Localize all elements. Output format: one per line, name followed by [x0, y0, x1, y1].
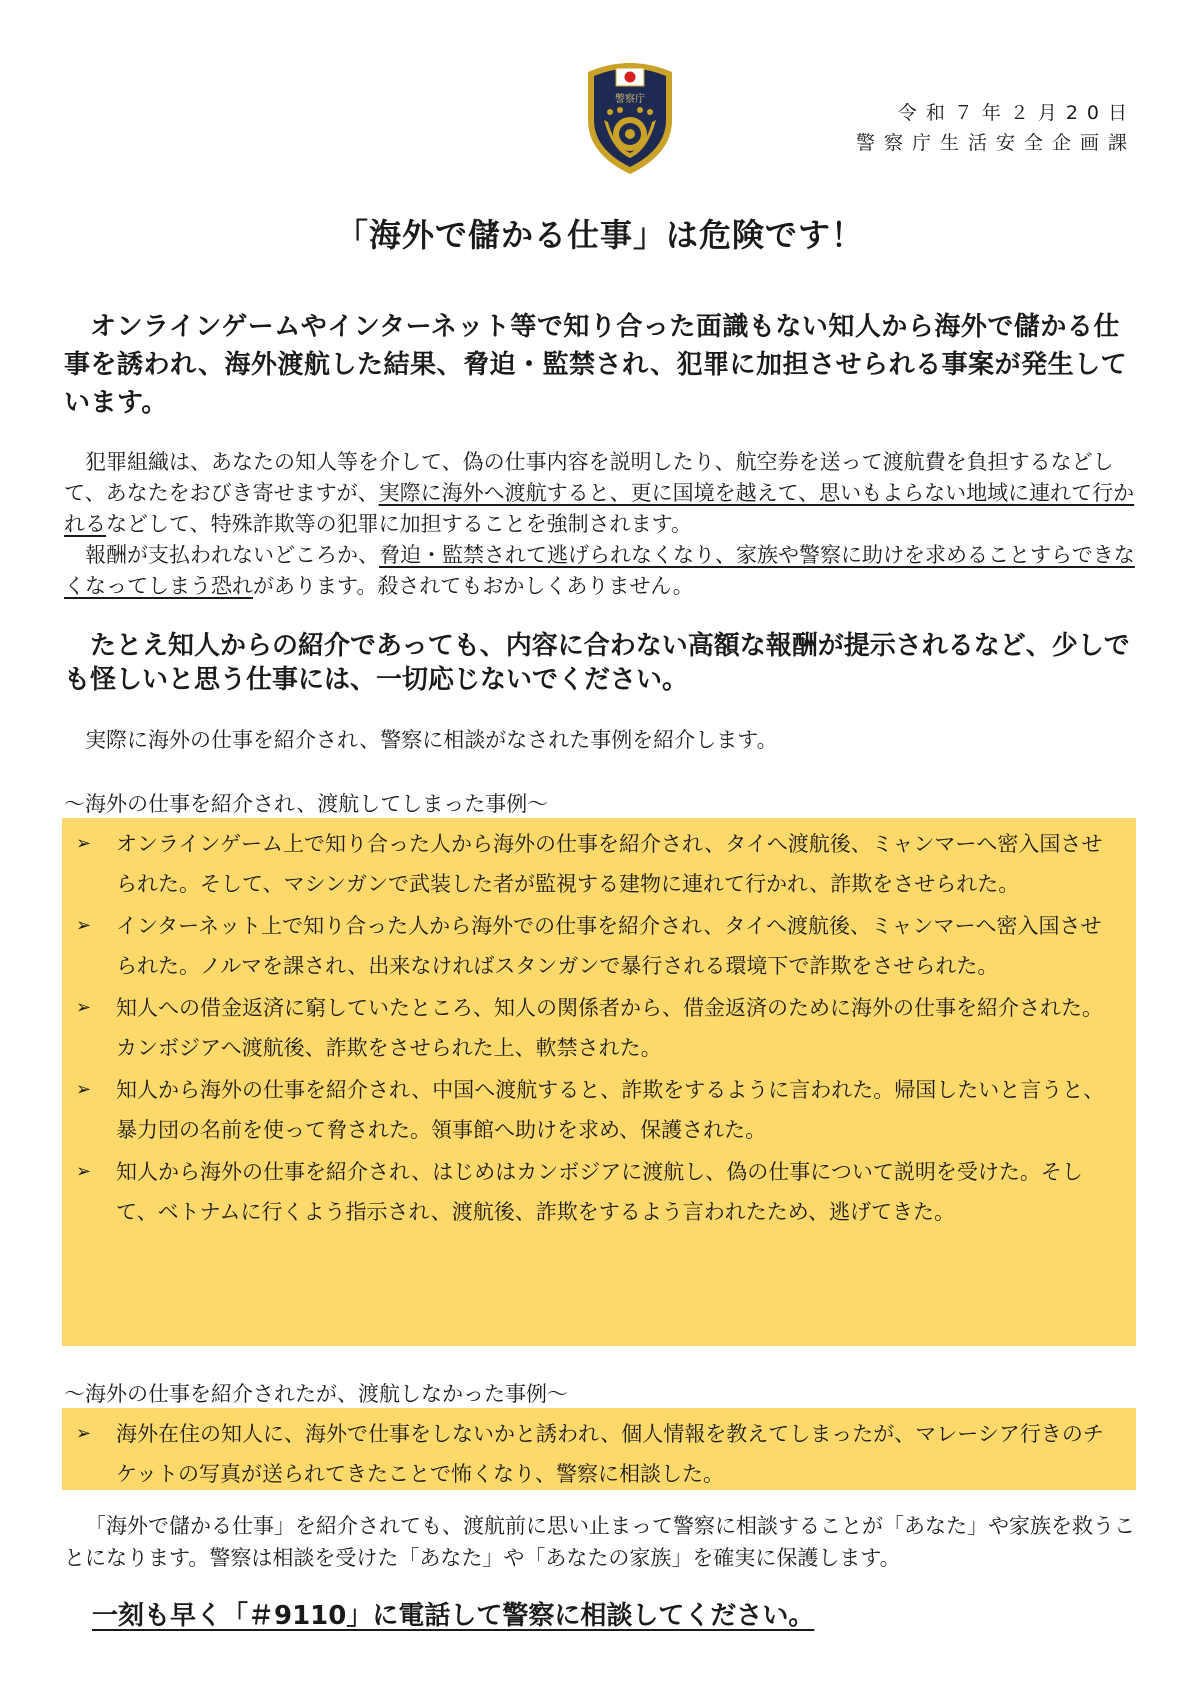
- arrow-bullet-icon: ➢: [76, 1423, 92, 1444]
- police-emblem-logo: [582, 58, 678, 176]
- body-text-segment: があります。殺されてもおかしくありません。: [253, 574, 694, 598]
- issuing-division: 警察庁生活安全企画課: [855, 132, 1136, 154]
- arrow-bullet-icon: ➢: [76, 1079, 92, 1100]
- body-text-segment: 犯罪組織は、あなたの知人等を介して、偽の仕事内容を説明したり、航空券を送って渡航費を負担するなどして、あなたをおびき寄せますが、: [64, 450, 1114, 505]
- warning-paragraph: [64, 629, 1144, 697]
- body-paragraph-2: [64, 540, 1144, 602]
- section-heading-not-traveled: ～海外の仕事を紹介されたが、渡航しなかった事例～: [64, 1382, 568, 1406]
- underlined-text: 実際に海外へ渡航すると、更に国境を越えて、思いもよらない地域に連れて行かれる: [64, 481, 1135, 536]
- header-meta: [856, 98, 1136, 158]
- body-text-segment: などして、特殊詐欺等の犯罪に加担することを強制されます。: [106, 512, 692, 536]
- case-text: インターネット上で知り合った人から海外での仕事を紹介され、タイへ渡航後、ミャンマーへ密入国させられた。ノルマを課され、出来なければスタンガンで暴行される環境下で詐欺をさせられた。: [116, 914, 1102, 978]
- case-text: 知人から海外の仕事を紹介され、はじめはカンボジアに渡航し、偽の仕事について説明を受けた。そして、ベトナムに行くよう指示され、渡航後、詐欺をするよう言われたため、逃げてきた。: [116, 1160, 1083, 1224]
- call-to-action: 一刻も早く「＃9110」に電話して警察に相談してください。: [92, 1601, 815, 1631]
- case-box-traveled: [62, 818, 1136, 1346]
- svg-text:警察庁: 警察庁: [615, 94, 645, 105]
- underlined-text: 脅迫・監禁されて逃げられなくなり、家族や警察に助けを求めることすらできなくなってしまう恐れ: [64, 543, 1135, 598]
- closing-text: 「海外で儲かる仕事」を紹介されても、渡航前に思い止まって警察に相談することが「あなた」や家族を救うことになります。警察は相談を受けた「あなた」や「あなたの家族」を確実に保護します。: [64, 1514, 1135, 1570]
- case-text: オンラインゲーム上で知り合った人から海外の仕事を紹介され、タイへ渡航後、ミャンマーへ密入国させられた。そして、マシンガンで武装した者が監視する建物に連れて行かれ、詐欺をさせられた。: [116, 832, 1103, 896]
- list-item: [76, 1070, 1120, 1150]
- case-box-not-traveled: [62, 1408, 1136, 1490]
- list-item: [76, 906, 1120, 986]
- case-text: 知人から海外の仕事を紹介され、中国へ渡航すると、詐欺をするように言われた。帰国したいと言うと、暴力団の名前を使って脅された。領事館へ助けを求め、保護された。: [116, 1078, 1105, 1142]
- page-title: 「海外で儲かる仕事」は危険です！: [335, 216, 864, 254]
- case-text: 海外在住の知人に、海外で仕事をしないかと誘われ、個人情報を教えてしまったが、マレーシア行きのチケットの写真が送られてきたことで怖くなり、警察に相談した。: [116, 1422, 1104, 1486]
- lead-text: オンラインゲームやインターネット等で知り合った面識もない知人から海外で儲かる仕事を誘われ、海外渡航した結果、脅迫・監禁され、犯罪に加担させられる事案が発生しています。: [64, 312, 1128, 418]
- arrow-bullet-icon: ➢: [76, 915, 92, 936]
- list-item: [76, 824, 1120, 904]
- body-text: [64, 447, 1144, 602]
- warning-text: たとえ知人からの紹介であっても、内容に合わない高額な報酬が提示されるなど、少しでも怪しいと思う仕事には、一切応じないでください。: [64, 631, 1130, 695]
- arrow-bullet-icon: ➢: [76, 833, 92, 854]
- arrow-bullet-icon: ➢: [76, 997, 92, 1018]
- list-item: [76, 1414, 1120, 1494]
- arrow-bullet-icon: ➢: [76, 1161, 92, 1182]
- case-text: 知人への借金返済に窮していたところ、知人の関係者から、借金返済のために海外の仕事を紹介された。カンボジアへ渡航後、詐欺をさせられた上、軟禁された。: [116, 996, 1103, 1060]
- section-heading-traveled: ～海外の仕事を紹介され、渡航してしまった事例～: [64, 792, 549, 816]
- list-item: [76, 988, 1120, 1068]
- body-paragraph-1: [64, 447, 1144, 540]
- lead-paragraph: [64, 308, 1144, 422]
- body-text-segment: 報酬が支払われないどころか、: [85, 543, 379, 567]
- closing-paragraph: [64, 1510, 1144, 1574]
- cases-intro: 実際に海外の仕事を紹介され、警察に相談がなされた事例を紹介します。: [85, 728, 778, 752]
- list-item: [76, 1152, 1120, 1232]
- issue-date: 令和７年２月20日: [897, 102, 1136, 124]
